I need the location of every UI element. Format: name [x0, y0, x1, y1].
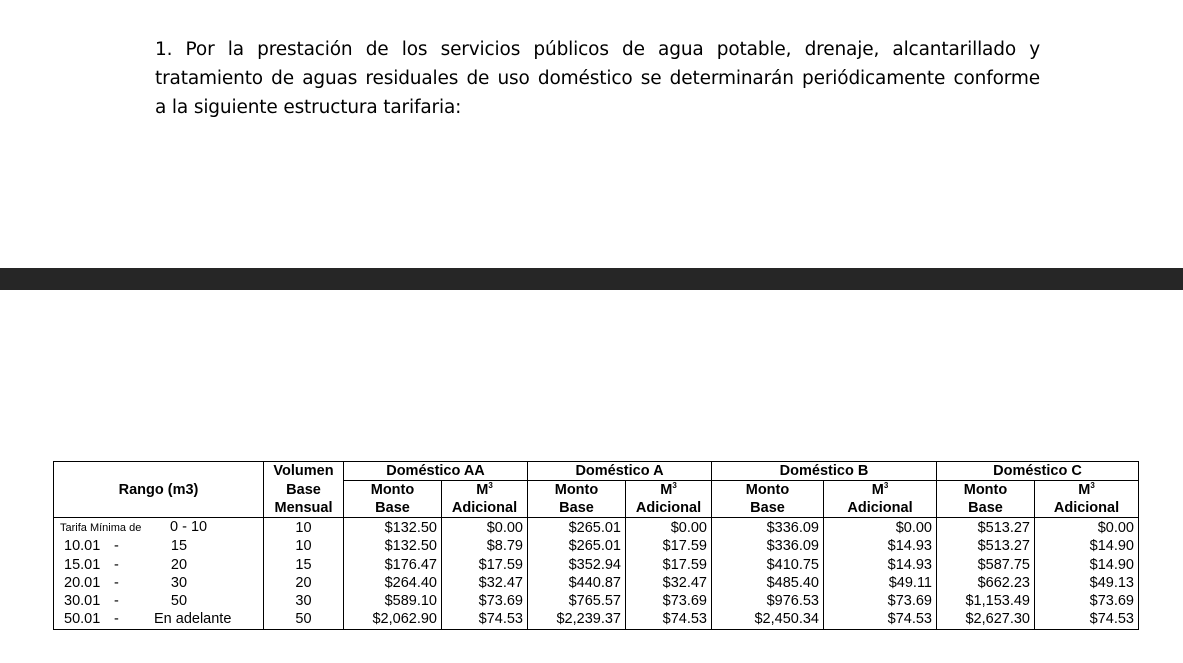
rango-lo: 30.01 — [64, 593, 101, 610]
c-adicional-cell: $14.90 — [1035, 556, 1139, 574]
b-adicional-cell: $14.93 — [824, 556, 937, 574]
adicional-header: Adicional — [442, 499, 528, 518]
group-header-b: Doméstico B — [712, 462, 937, 481]
rango-header: Rango (m3) — [54, 462, 264, 518]
b-adicional-cell: $49.11 — [824, 574, 937, 592]
rango-lo: 15.01 — [64, 556, 101, 573]
volumen-header-1: Volumen — [264, 462, 344, 481]
group-header-aa: Doméstico AA — [344, 462, 528, 481]
volumen-header-2: Base — [264, 481, 344, 500]
volumen-cell: 10 — [264, 518, 344, 538]
aa-base-cell: $132.50 — [384, 519, 437, 536]
a-adicional-cell: $17.59 — [626, 556, 712, 574]
aa-base-cell: $264.40 — [384, 574, 437, 591]
table-row — [54, 556, 1139, 574]
a-base-cell: $765.57 — [568, 593, 621, 610]
a-adicional-cell: $73.69 — [626, 592, 712, 610]
a-adicional-cell: $32.47 — [626, 574, 712, 592]
b-base-cell: $2,450.34 — [712, 610, 824, 629]
rango-dash: - — [114, 574, 119, 591]
rango-hi: 50 — [170, 593, 188, 610]
adicional-header: Adicional — [1035, 499, 1139, 518]
aa-base-cell: $132.50 — [384, 538, 437, 555]
c-base-cell: $587.75 — [977, 556, 1030, 573]
a-base-cell: $2,239.37 — [528, 610, 626, 629]
tariff-table-body — [54, 518, 1139, 630]
b-adicional-cell: $73.69 — [824, 592, 937, 610]
aa-adicional-cell: $17.59 — [442, 556, 528, 574]
a-adicional-cell: $0.00 — [626, 518, 712, 538]
rango-cell — [54, 556, 264, 574]
base-header: Base — [344, 499, 442, 518]
c-base-cell: $662.23 — [977, 574, 1030, 591]
monto-header: Monto — [554, 482, 599, 498]
aa-adicional-cell: $0.00 — [442, 518, 528, 538]
rango-dash: - — [114, 593, 119, 610]
a-base-cell: $265.01 — [568, 538, 621, 555]
tariff-table — [53, 461, 1139, 630]
adicional-header: Adicional — [824, 499, 937, 518]
volumen-cell: 15 — [264, 556, 344, 574]
monto-header: Monto — [745, 482, 790, 498]
table-row — [54, 592, 1139, 610]
a-base-cell: $352.94 — [568, 556, 621, 573]
table-row — [54, 537, 1139, 555]
rango-dash: - — [114, 538, 119, 555]
monto-header: Monto — [963, 482, 1008, 498]
base-header: Base — [528, 499, 626, 518]
tariff-table-container — [53, 461, 1139, 630]
rango-cell — [54, 518, 264, 538]
intro-line-2: tratamiento de aguas residuales de uso doméstico se determinarán periódicamente conforme — [155, 68, 1040, 89]
rango-cell — [54, 592, 264, 610]
c-adicional-cell: $49.13 — [1035, 574, 1139, 592]
base-header: Base — [712, 499, 824, 518]
c-base-cell: $513.27 — [977, 519, 1030, 536]
rango-dash: - — [114, 611, 119, 628]
group-header-a: Doméstico A — [528, 462, 712, 481]
a-adicional-cell: $74.53 — [626, 610, 712, 629]
c-adicional-cell: $73.69 — [1035, 592, 1139, 610]
rango-hi: En adelante — [154, 611, 232, 628]
rango-lo: 20.01 — [64, 574, 101, 591]
table-row — [54, 610, 1139, 629]
c-adicional-cell: $0.00 — [1035, 518, 1139, 538]
table-row — [54, 518, 1139, 538]
b-base-cell: $485.40 — [766, 574, 819, 591]
rango-hi: 15 — [170, 538, 188, 555]
monto-header: Monto — [370, 482, 415, 498]
b-base-cell: $336.09 — [766, 519, 819, 536]
aa-adicional-cell: $8.79 — [442, 537, 528, 555]
b-base-cell: $410.75 — [766, 556, 819, 573]
c-base-cell: $513.27 — [977, 538, 1030, 555]
volumen-cell: 50 — [264, 610, 344, 629]
rango-dash: - — [114, 556, 119, 573]
m3-header: $M^3$ — [442, 481, 528, 500]
aa-base-cell: $176.47 — [384, 556, 437, 573]
m3-header: $M^3$ — [824, 481, 937, 500]
rango-label: Tarifa Mínima de — [60, 522, 142, 534]
rango-hi: 20 — [170, 556, 188, 573]
a-base-cell: $265.01 — [568, 519, 621, 536]
a-base-cell: $440.87 — [568, 574, 621, 591]
volumen-cell: 20 — [264, 574, 344, 592]
b-adicional-cell: $74.53 — [824, 610, 937, 629]
dark-separator-band — [0, 268, 1183, 290]
c-adicional-cell: $74.53 — [1035, 610, 1139, 629]
rango-cell — [54, 574, 264, 592]
adicional-header: Adicional — [626, 499, 712, 518]
c-base-cell: $1,153.49 — [965, 593, 1030, 610]
aa-adicional-cell: $74.53 — [442, 610, 528, 629]
rango-cell — [54, 537, 264, 555]
aa-base-cell: $2,062.90 — [344, 610, 442, 629]
rango-lo: 50.01 — [64, 611, 101, 628]
aa-base-cell: $589.10 — [384, 593, 437, 610]
rango-hi: 30 — [170, 574, 188, 591]
intro-line-3: a la siguiente estructura tarifaria: — [155, 97, 462, 118]
volumen-cell: 30 — [264, 592, 344, 610]
base-header: Base — [937, 499, 1035, 518]
b-base-cell: $336.09 — [766, 538, 819, 555]
aa-adicional-cell: $32.47 — [442, 574, 528, 592]
group-header-c: Doméstico C — [937, 462, 1139, 481]
intro-line-1: 1. Por la prestación de los servicios públicos de agua potable, drenaje, alcantarillado y — [155, 39, 1040, 60]
rango-cell — [54, 610, 264, 629]
b-base-cell: $976.53 — [766, 593, 819, 610]
rango-hi: 0 - 10 — [170, 519, 208, 535]
b-adicional-cell: $0.00 — [824, 518, 937, 538]
table-row — [54, 574, 1139, 592]
m3-header: $M^3$ — [626, 481, 712, 500]
c-base-cell: $2,627.30 — [937, 610, 1035, 629]
rango-lo: 10.01 — [64, 538, 101, 555]
volumen-header-3: Mensual — [264, 499, 344, 518]
aa-adicional-cell: $73.69 — [442, 592, 528, 610]
m3-header: $M^3$ — [1035, 481, 1139, 500]
b-adicional-cell: $14.93 — [824, 537, 937, 555]
c-adicional-cell: $14.90 — [1035, 537, 1139, 555]
a-adicional-cell: $17.59 — [626, 537, 712, 555]
intro-paragraph — [155, 35, 1040, 122]
volumen-cell: 10 — [264, 537, 344, 555]
